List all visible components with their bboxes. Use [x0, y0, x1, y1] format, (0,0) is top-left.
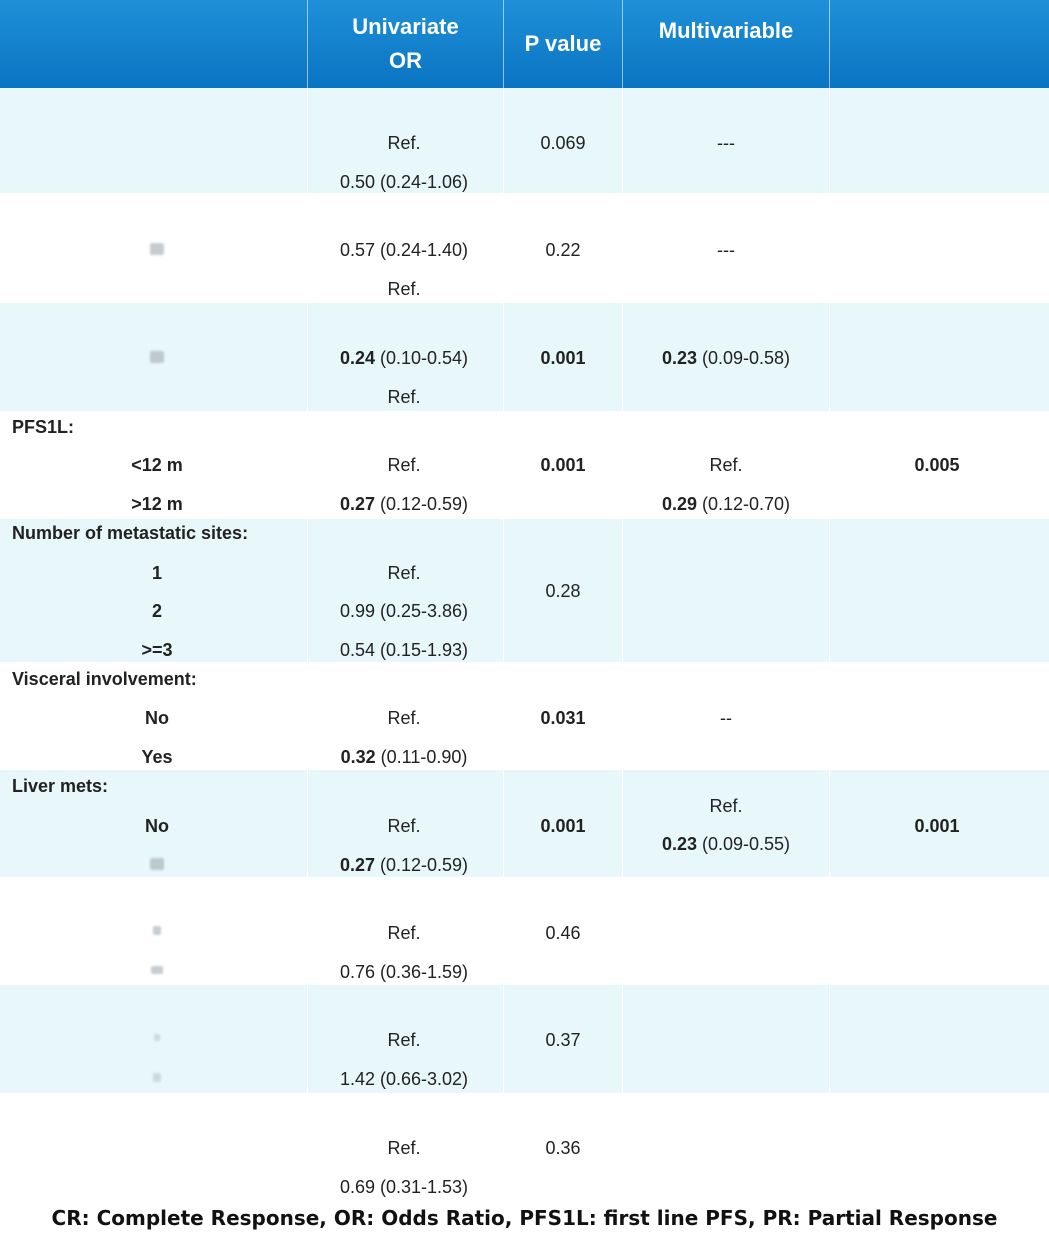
sub-label: >12 m [131, 494, 183, 514]
cell-multivariable: Ref. [709, 796, 743, 816]
cell-or: 0.24 (0.10-0.54) [339, 348, 469, 368]
cell-multivariable: -- [720, 708, 732, 728]
cell-multivariable: 0.23 (0.09-0.55) [661, 834, 791, 854]
row-label-pfs1l: PFS1L: [12, 417, 75, 437]
row-label-metastatic-sites: Number of metastatic sites: [12, 523, 249, 543]
cell-or: 0.99 (0.25-3.86) [339, 601, 469, 621]
cell-or: Ref. [387, 1030, 421, 1050]
cell-or: 0.50 (0.24-1.06) [339, 172, 469, 192]
sub-label: <12 m [131, 455, 183, 475]
sub-label: Yes [141, 747, 173, 767]
cell-or: 0.27 (0.12-0.59) [339, 494, 469, 514]
cell-multivariable-p: 0.001 [914, 816, 960, 836]
redacted-label [150, 351, 164, 363]
cell-p-value: 0.031 [540, 708, 586, 728]
header-p-value: P value [524, 31, 602, 56]
cell-p-value: 0.001 [540, 816, 586, 836]
cell-p-value: 0.46 [545, 923, 581, 943]
sub-label: No [145, 816, 169, 836]
column-divider [503, 88, 504, 1200]
cell-or: Ref. [387, 1138, 421, 1158]
cell-multivariable: 0.29 (0.12-0.70) [661, 494, 791, 514]
cell-p-value: 0.28 [545, 581, 581, 601]
cell-p-value: 0.001 [540, 455, 586, 475]
row-label-liver-mets: Liver mets: [12, 776, 109, 796]
cell-or: 0.69 (0.31-1.53) [339, 1177, 469, 1197]
cell-or: Ref. [387, 563, 421, 583]
cell-or: Ref. [387, 816, 421, 836]
header-divider [503, 0, 504, 88]
cell-p-value: 0.069 [540, 133, 586, 153]
cell-or: Ref. [387, 133, 421, 153]
cell-or: Ref. [387, 455, 421, 475]
sub-label: 1 [151, 563, 163, 583]
redacted-label [153, 1073, 161, 1082]
redacted-label [154, 1034, 160, 1041]
redacted-label [153, 926, 161, 935]
header-univariate-or: Univariate OR [352, 14, 459, 73]
cell-multivariable: 0.23 (0.09-0.58) [661, 348, 791, 368]
redacted-label [150, 858, 164, 870]
table-row [0, 88, 1049, 193]
cell-or: Ref. [387, 923, 421, 943]
cell-p-value: 0.37 [545, 1030, 581, 1050]
cell-multivariable-p: 0.005 [914, 455, 960, 475]
cell-or: 0.32 (0.11-0.90) [340, 747, 468, 767]
column-divider [829, 88, 830, 1200]
cell-or: Ref. [387, 387, 421, 407]
table-row [0, 1093, 1049, 1200]
cell-p-value: 0.36 [545, 1138, 581, 1158]
redacted-label [151, 966, 163, 974]
column-divider [307, 88, 308, 1200]
cell-or: Ref. [387, 279, 421, 299]
cell-or: 1.42 (0.66-3.02) [339, 1069, 469, 1089]
cell-multivariable: Ref. [709, 455, 743, 475]
cell-multivariable: --- [717, 240, 735, 260]
sub-label: No [145, 708, 169, 728]
header-divider [829, 0, 830, 88]
row-label-visceral: Visceral involvement: [12, 669, 197, 689]
footnote: CR: Complete Response, OR: Odds Ratio, PFS1L: first line PFS, PR: Partial Response [51, 1206, 998, 1230]
cell-or: 0.54 (0.15-1.93) [339, 640, 469, 660]
header-divider [622, 0, 623, 88]
cell-p-value: 0.001 [540, 348, 586, 368]
cell-p-value: 0.22 [545, 240, 581, 260]
header-divider [307, 0, 308, 88]
cell-multivariable: --- [717, 133, 735, 153]
cell-or: 0.76 (0.36-1.59) [339, 962, 469, 982]
sub-label: >=3 [141, 640, 173, 660]
header-multivariable: Multivariable [658, 18, 794, 43]
cell-or: 0.27 (0.12-0.59) [339, 855, 469, 875]
table-header [0, 0, 1049, 89]
column-divider [622, 88, 623, 1200]
redacted-label [150, 243, 164, 255]
cell-or: Ref. [387, 708, 421, 728]
sub-label: 2 [151, 601, 163, 621]
cell-or: 0.57 (0.24-1.40) [339, 240, 469, 260]
